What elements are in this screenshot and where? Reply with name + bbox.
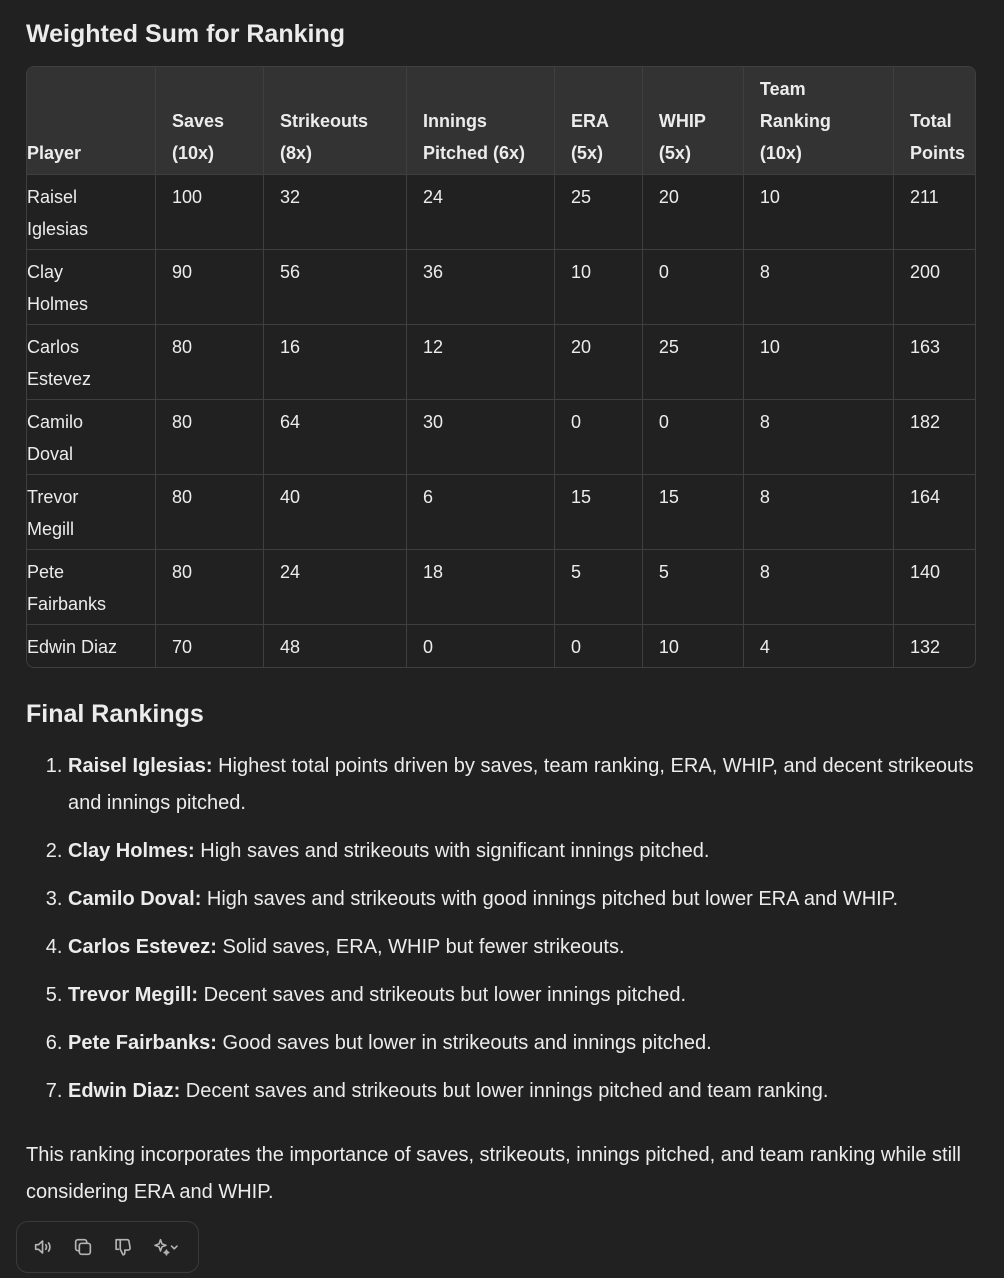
cell-saves: 80 <box>155 399 263 474</box>
cell-team: 10 <box>743 174 893 249</box>
cell-innings: 18 <box>406 549 554 624</box>
list-item: 7. Edwin Diaz: Decent saves and strikeouts but lower innings pitched and team ranking. <box>68 1073 988 1110</box>
cell-total: 182 <box>893 399 975 474</box>
cell-total: 200 <box>893 249 975 324</box>
cell-saves: 80 <box>155 324 263 399</box>
cell-strikeouts: 64 <box>263 399 406 474</box>
cell-player: Camilo Doval <box>27 411 84 464</box>
cell-era: 0 <box>554 399 642 474</box>
list-item: 4. Carlos Estevez: Solid saves, ERA, WHIP but fewer strikeouts. <box>68 929 988 966</box>
cell-total: 140 <box>893 549 975 624</box>
cell-team: 8 <box>743 249 893 324</box>
cell-whip: 5 <box>642 549 743 624</box>
weighted-sum-table <box>26 66 976 668</box>
cell-era: 5 <box>554 549 642 624</box>
cell-saves: 80 <box>155 549 263 624</box>
cell-whip: 20 <box>642 174 743 249</box>
table-row <box>27 624 975 667</box>
speaker-icon <box>32 1236 54 1258</box>
final-rankings-list <box>26 748 988 1121</box>
cell-total: 211 <box>893 174 975 249</box>
cell-player: Trevor Megill <box>27 486 79 539</box>
cell-player: Clay Holmes <box>27 261 89 314</box>
read-aloud-button[interactable] <box>29 1233 57 1261</box>
cell-total: 164 <box>893 474 975 549</box>
cell-total: 132 <box>893 624 975 667</box>
cell-player: Pete Fairbanks <box>27 561 107 614</box>
cell-team: 8 <box>743 399 893 474</box>
cell-whip: 0 <box>642 249 743 324</box>
cell-innings: 12 <box>406 324 554 399</box>
weighted-sum-heading: Weighted Sum for Ranking <box>26 20 345 48</box>
cell-saves: 90 <box>155 249 263 324</box>
cell-era: 25 <box>554 174 642 249</box>
header-strikeouts: Strikeouts (8x) <box>263 67 406 174</box>
cell-whip: 25 <box>642 324 743 399</box>
cell-player: Carlos Estevez <box>27 336 92 389</box>
thumbs-down-icon <box>112 1236 134 1258</box>
table-row <box>27 399 975 474</box>
cell-strikeouts: 24 <box>263 549 406 624</box>
table-row <box>27 249 975 324</box>
list-item: 2. Clay Holmes: High saves and strikeouts with significant innings pitched. <box>68 833 988 870</box>
list-item: 6. Pete Fairbanks: Good saves but lower in strikeouts and innings pitched. <box>68 1025 988 1062</box>
cell-era: 0 <box>554 624 642 667</box>
cell-era: 20 <box>554 324 642 399</box>
cell-saves: 100 <box>155 174 263 249</box>
conclusion-paragraph: This ranking incorporates the importance of saves, strikeouts, innings pitched, and team ranking while still considering ERA and WHIP. <box>26 1144 961 1203</box>
list-item: 3. Camilo Doval: High saves and strikeouts with good innings pitched but lower ERA and WHIP. <box>68 881 988 918</box>
cell-team: 4 <box>743 624 893 667</box>
cell-player: Raisel Iglesias <box>27 186 89 239</box>
sparkle-model-icon <box>151 1236 181 1258</box>
cell-player: Edwin Diaz <box>27 636 118 657</box>
final-rankings-heading: Final Rankings <box>26 700 204 728</box>
cell-strikeouts: 48 <box>263 624 406 667</box>
table-row <box>27 549 975 624</box>
switch-model-button[interactable] <box>149 1233 183 1261</box>
cell-whip: 10 <box>642 624 743 667</box>
cell-saves: 70 <box>155 624 263 667</box>
copy-button[interactable] <box>69 1233 97 1261</box>
cell-strikeouts: 32 <box>263 174 406 249</box>
table-row <box>27 324 975 399</box>
table-row <box>27 474 975 549</box>
header-innings-pitched: Innings Pitched (6x) <box>406 67 554 174</box>
cell-innings: 0 <box>406 624 554 667</box>
cell-strikeouts: 56 <box>263 249 406 324</box>
cell-innings: 36 <box>406 249 554 324</box>
bad-response-button[interactable] <box>109 1233 137 1261</box>
cell-team: 10 <box>743 324 893 399</box>
copy-icon <box>72 1236 94 1258</box>
table-header-row <box>27 67 975 174</box>
header-player: Player <box>27 142 82 163</box>
cell-whip: 0 <box>642 399 743 474</box>
list-item: 1. Raisel Iglesias: Highest total points driven by saves, team ranking, ERA, WHIP, and decent strikeouts and innings pitched. <box>68 748 988 822</box>
cell-innings: 30 <box>406 399 554 474</box>
cell-era: 15 <box>554 474 642 549</box>
cell-strikeouts: 40 <box>263 474 406 549</box>
header-total-points: Total Points <box>893 67 975 174</box>
message-action-toolbar <box>16 1221 199 1273</box>
cell-whip: 15 <box>642 474 743 549</box>
header-era: ERA (5x) <box>554 67 642 174</box>
list-item: 5. Trevor Megill: Decent saves and strikeouts but lower innings pitched. <box>68 977 988 1014</box>
header-team-ranking: Team Ranking (10x) <box>743 67 893 174</box>
cell-team: 8 <box>743 474 893 549</box>
header-whip: WHIP (5x) <box>642 67 743 174</box>
header-saves: Saves (10x) <box>155 67 263 174</box>
cell-saves: 80 <box>155 474 263 549</box>
cell-era: 10 <box>554 249 642 324</box>
cell-strikeouts: 16 <box>263 324 406 399</box>
cell-innings: 6 <box>406 474 554 549</box>
table-row <box>27 174 975 249</box>
cell-team: 8 <box>743 549 893 624</box>
cell-total: 163 <box>893 324 975 399</box>
cell-innings: 24 <box>406 174 554 249</box>
